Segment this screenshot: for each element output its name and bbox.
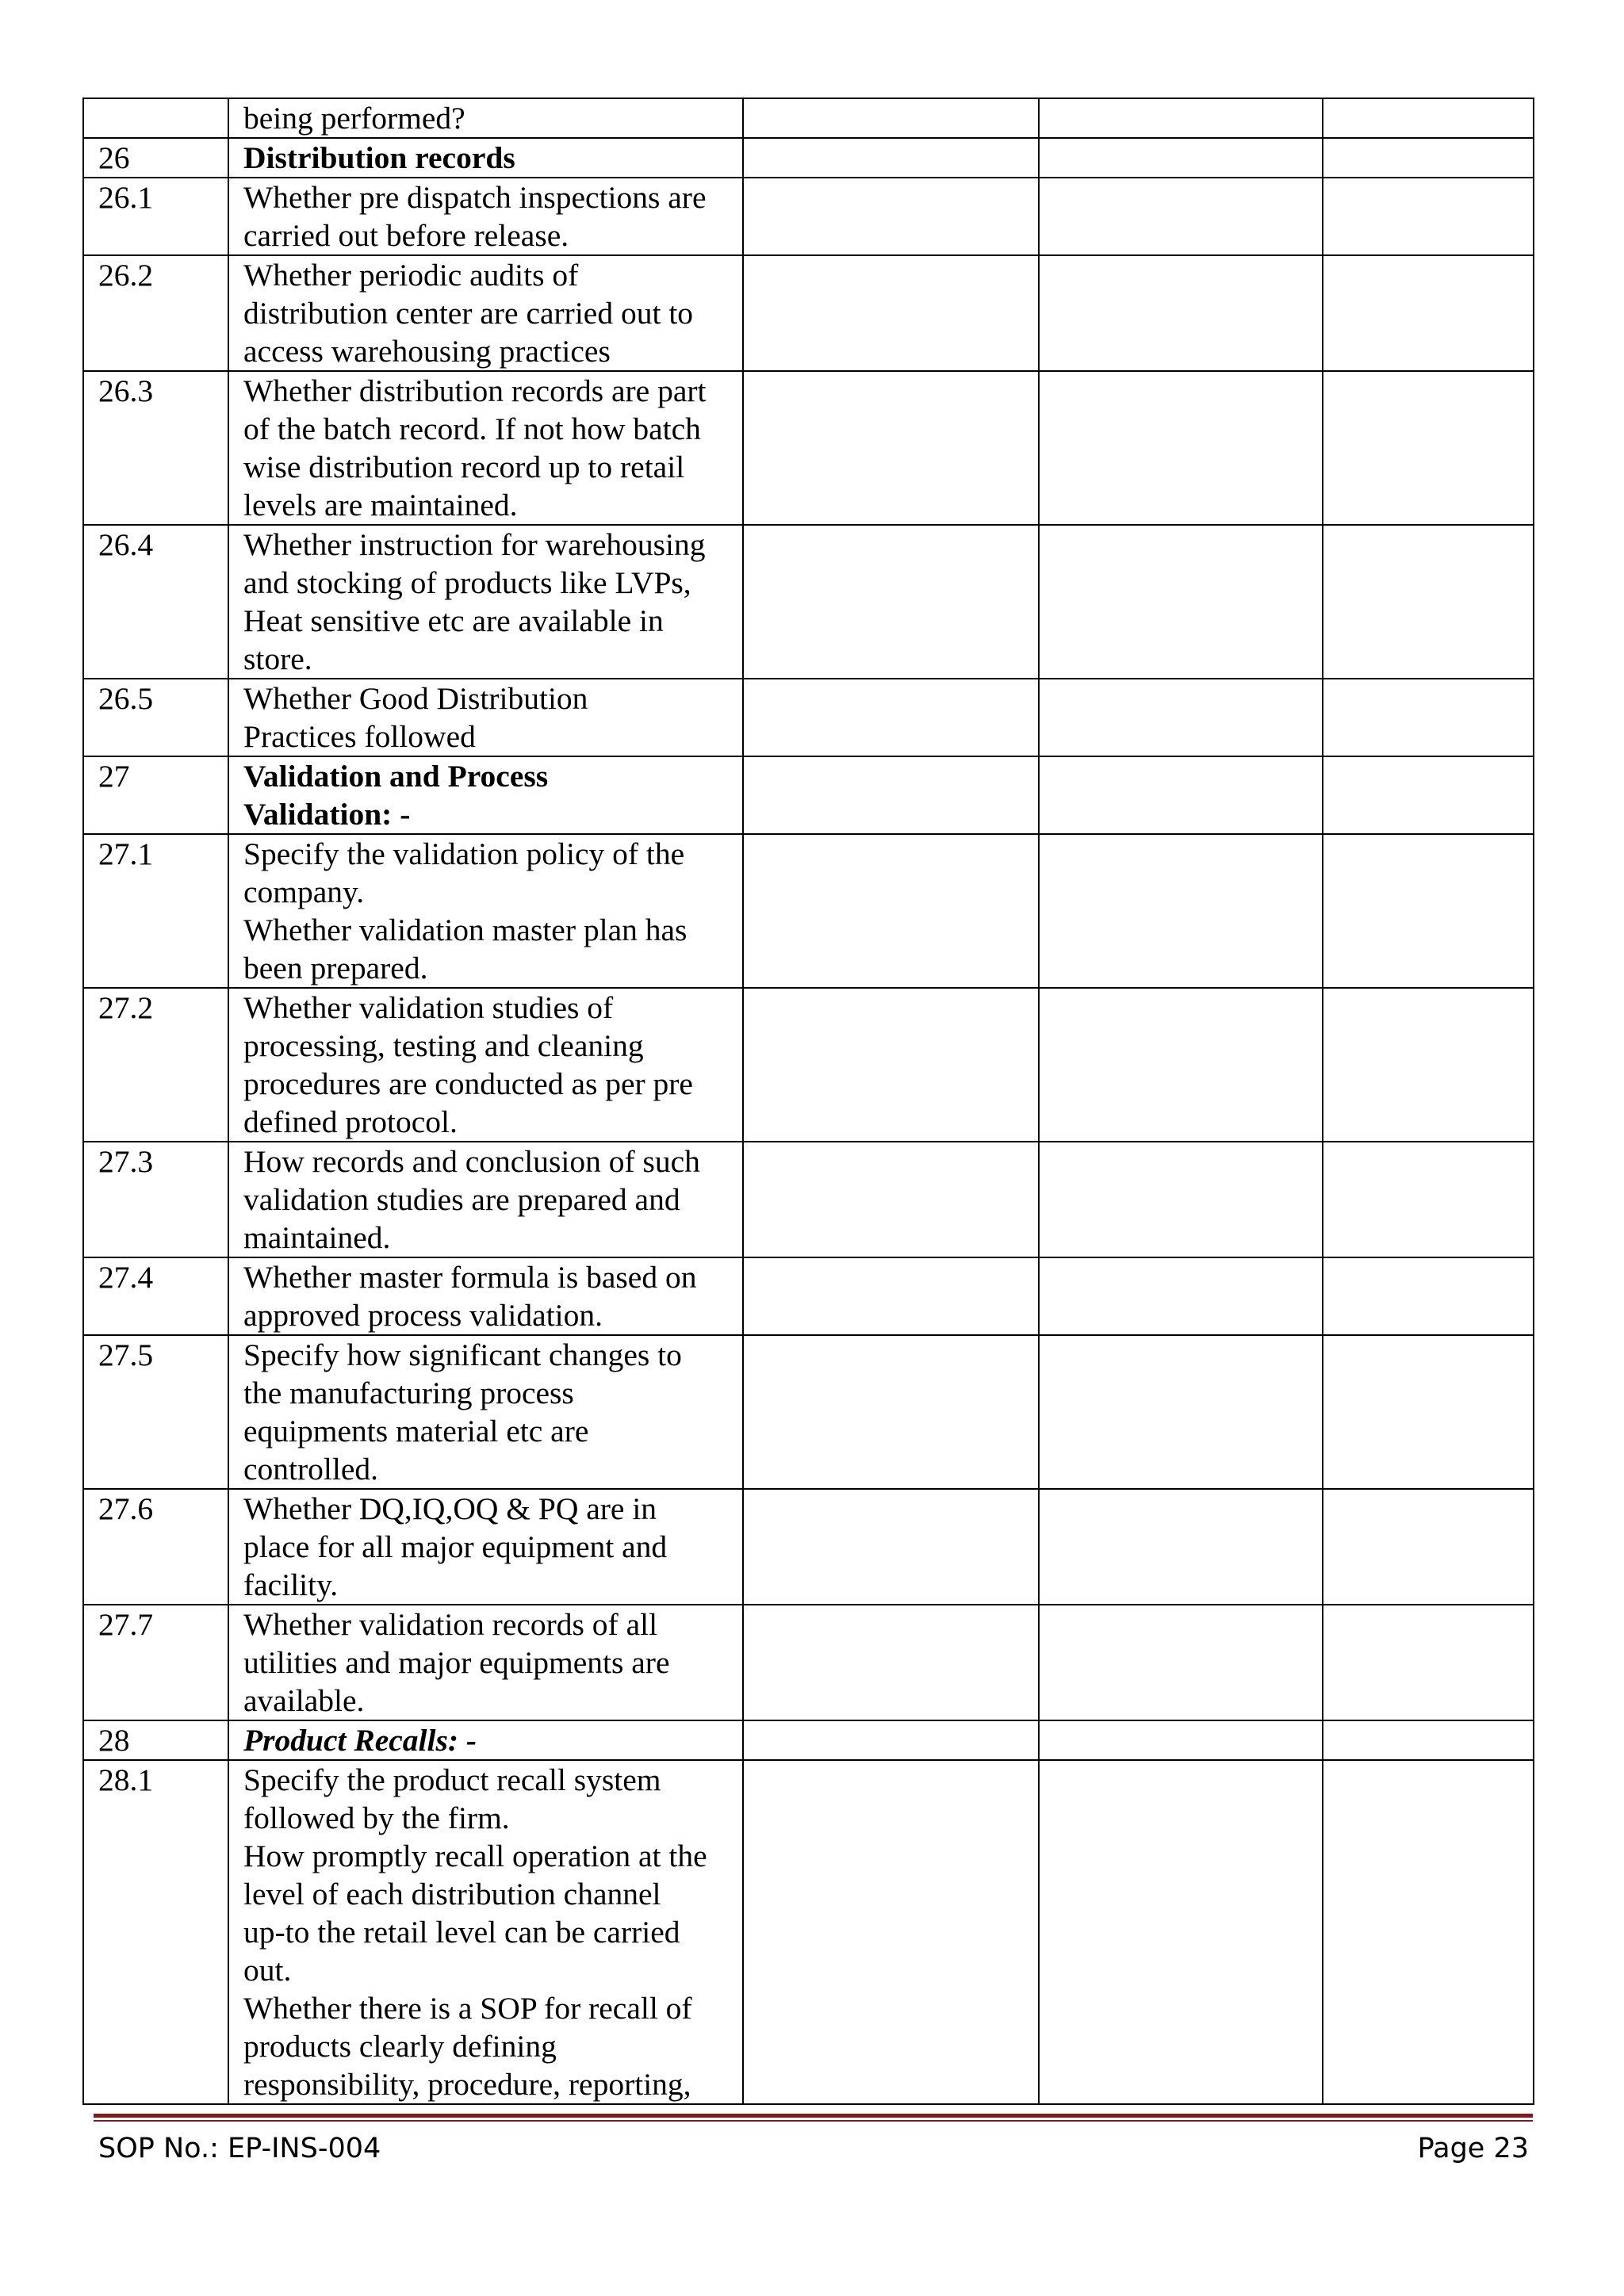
observation-cell [1323, 255, 1534, 371]
item-number-cell: 27.7 [83, 1605, 228, 1720]
observation-cell [1323, 1335, 1534, 1489]
footer-rule-thin [94, 2120, 1533, 2122]
remarks-cell [1039, 756, 1323, 834]
remarks-cell [1039, 98, 1323, 138]
observation-cell [1323, 1720, 1534, 1760]
footer-page-number: Page 23 [1417, 2133, 1529, 2164]
item-number-cell: 28 [83, 1720, 228, 1760]
remarks-cell [1039, 255, 1323, 371]
item-number-cell: 27.6 [83, 1489, 228, 1605]
remarks-cell [1039, 1335, 1323, 1489]
response-cell [743, 1489, 1039, 1605]
footer-rule-thick [94, 2114, 1533, 2118]
response-cell [743, 98, 1039, 138]
table-row [83, 834, 1534, 988]
table-row [83, 371, 1534, 525]
response-cell [743, 525, 1039, 679]
response-cell [743, 1760, 1039, 2104]
remarks-cell [1039, 371, 1323, 525]
item-number-cell: 26.2 [83, 255, 228, 371]
observation-cell [1323, 988, 1534, 1142]
footer-sop-number: SOP No.: EP-INS-004 [98, 2133, 381, 2164]
table-row [83, 1489, 1534, 1605]
table-row [83, 525, 1534, 679]
observation-cell [1323, 756, 1534, 834]
item-number-cell: 26.5 [83, 679, 228, 756]
observation-cell [1323, 679, 1534, 756]
response-cell [743, 1605, 1039, 1720]
table-row [83, 756, 1534, 834]
remarks-cell [1039, 1760, 1323, 2104]
table-row [83, 1605, 1534, 1720]
item-number-cell: 26 [83, 138, 228, 178]
remarks-cell [1039, 988, 1323, 1142]
table-row [83, 98, 1534, 138]
remarks-cell [1039, 1605, 1323, 1720]
item-description-cell: Whether Good Distribution Practices followed [228, 679, 743, 756]
table-row [83, 679, 1534, 756]
item-number-cell: 27.5 [83, 1335, 228, 1489]
response-cell [743, 1720, 1039, 1760]
response-cell [743, 834, 1039, 988]
item-description-cell: Whether distribution records are part of the batch record. If not how batch wise distribution record up to retail levels are maintained. [228, 371, 743, 525]
observation-cell [1323, 1257, 1534, 1335]
response-cell [743, 1142, 1039, 1257]
item-description-cell: Distribution records [228, 138, 743, 178]
response-cell [743, 679, 1039, 756]
table-row [83, 1760, 1534, 2104]
observation-cell [1323, 1489, 1534, 1605]
remarks-cell [1039, 1257, 1323, 1335]
item-description-cell: Whether pre dispatch inspections are carried out before release. [228, 178, 743, 255]
table-row [83, 1335, 1534, 1489]
response-cell [743, 756, 1039, 834]
item-description-cell: Validation and Process Validation: - [228, 756, 743, 834]
observation-cell [1323, 1142, 1534, 1257]
response-cell [743, 988, 1039, 1142]
item-description-cell: Whether DQ,IQ,OQ & PQ are in place for all major equipment and facility. [228, 1489, 743, 1605]
remarks-cell [1039, 178, 1323, 255]
table-row [83, 1720, 1534, 1760]
response-cell [743, 255, 1039, 371]
item-number-cell: 27.1 [83, 834, 228, 988]
item-number-cell [83, 98, 228, 138]
remarks-cell [1039, 1489, 1323, 1605]
checklist-table-body [83, 98, 1534, 2104]
remarks-cell [1039, 138, 1323, 178]
item-number-cell: 27 [83, 756, 228, 834]
item-description-cell: being performed? [228, 98, 743, 138]
table-row [83, 178, 1534, 255]
item-description-cell: Whether validation studies of processing, testing and cleaning procedures are conducted as per pre defined protocol. [228, 988, 743, 1142]
table-row [83, 988, 1534, 1142]
observation-cell [1323, 371, 1534, 525]
item-number-cell: 27.2 [83, 988, 228, 1142]
item-description-cell: How records and conclusion of such validation studies are prepared and maintained. [228, 1142, 743, 1257]
remarks-cell [1039, 1142, 1323, 1257]
item-number-cell: 26.4 [83, 525, 228, 679]
item-number-cell: 26.1 [83, 178, 228, 255]
item-description-cell: Product Recalls: - [228, 1720, 743, 1760]
remarks-cell [1039, 679, 1323, 756]
item-number-cell: 27.3 [83, 1142, 228, 1257]
remarks-cell [1039, 525, 1323, 679]
table-row [83, 1257, 1534, 1335]
observation-cell [1323, 98, 1534, 138]
item-description-cell: Whether instruction for warehousing and stocking of products like LVPs, Heat sensitive etc are available in store. [228, 525, 743, 679]
observation-cell [1323, 1605, 1534, 1720]
table-row [83, 138, 1534, 178]
observation-cell [1323, 525, 1534, 679]
item-description-cell: Specify how significant changes to the manufacturing process equipments material etc are controlled. [228, 1335, 743, 1489]
observation-cell [1323, 178, 1534, 255]
checklist-table [82, 98, 1534, 2105]
remarks-cell [1039, 1720, 1323, 1760]
item-number-cell: 28.1 [83, 1760, 228, 2104]
observation-cell [1323, 1760, 1534, 2104]
item-description-cell: Whether periodic audits of distribution center are carried out to access warehousing practices [228, 255, 743, 371]
response-cell [743, 1257, 1039, 1335]
table-row [83, 255, 1534, 371]
response-cell [743, 371, 1039, 525]
item-description-cell: Whether master formula is based on approved process validation. [228, 1257, 743, 1335]
response-cell [743, 178, 1039, 255]
item-description-cell: Whether validation records of all utilities and major equipments are available. [228, 1605, 743, 1720]
table-row [83, 1142, 1534, 1257]
observation-cell [1323, 834, 1534, 988]
item-description-cell: Specify the product recall system followed by the firm. How promptly recall operation at the level of each distribution channel up-to the retail level can be carried out. Whether there is a SOP for recall of products clearly defining responsibility, procedure, reporting, [228, 1760, 743, 2104]
observation-cell [1323, 138, 1534, 178]
response-cell [743, 138, 1039, 178]
item-description-cell: Specify the validation policy of the company. Whether validation master plan has been prepared. [228, 834, 743, 988]
item-number-cell: 26.3 [83, 371, 228, 525]
item-number-cell: 27.4 [83, 1257, 228, 1335]
remarks-cell [1039, 834, 1323, 988]
response-cell [743, 1335, 1039, 1489]
